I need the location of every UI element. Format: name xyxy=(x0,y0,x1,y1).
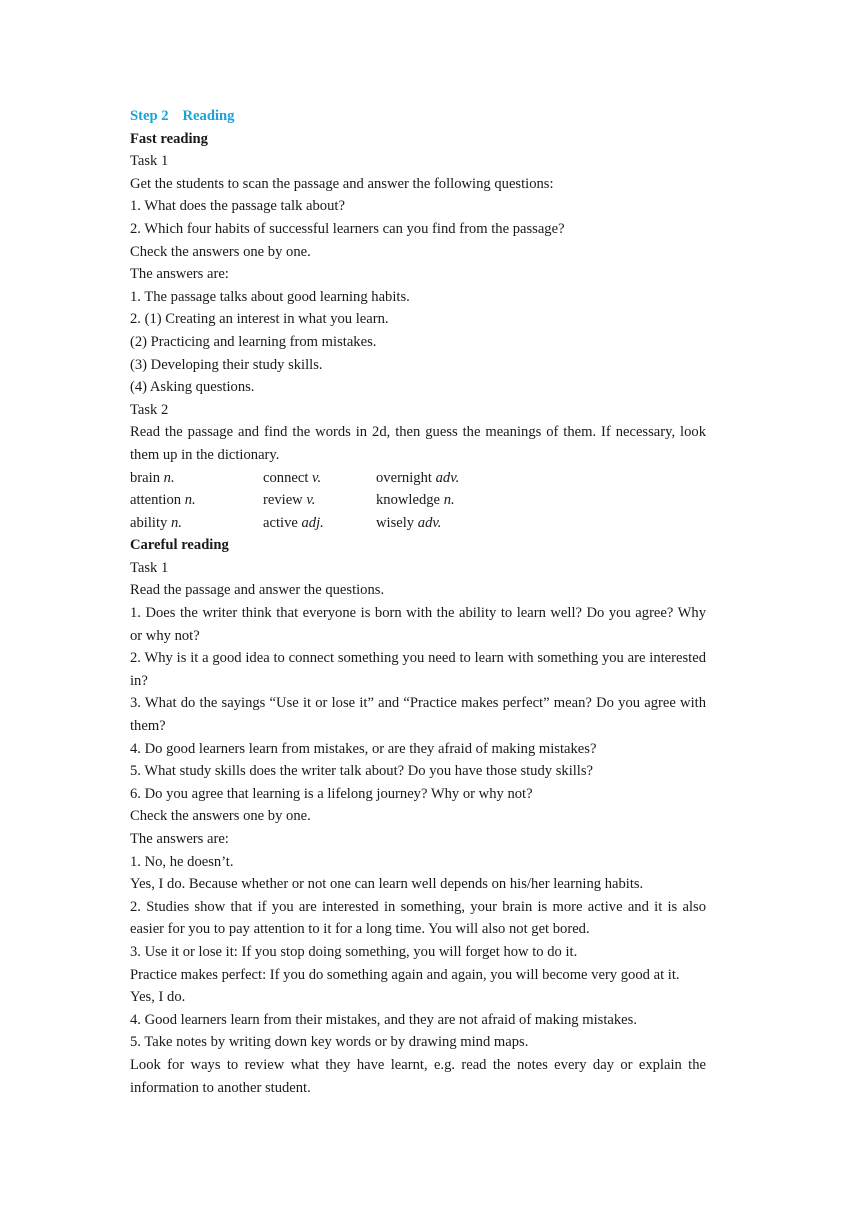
step-heading xyxy=(130,105,706,128)
careful-reading-heading: Careful reading xyxy=(130,537,229,554)
task-label: Task 2 xyxy=(130,401,169,418)
vocab-pos: v. xyxy=(312,469,322,486)
vocab-pos: adv. xyxy=(417,514,442,531)
answer: 3. Use it or lose it: If you stop doing something, you will forget how to do it. xyxy=(130,943,578,960)
vocab-item xyxy=(263,489,376,512)
step-number: Step 2 xyxy=(130,108,169,124)
vocab-row xyxy=(130,489,706,512)
vocab-pos: n. xyxy=(170,514,182,531)
task-label: Task 1 xyxy=(130,153,169,170)
question: 6. Do you agree that learning is a lifelong journey? Why or why not? xyxy=(130,785,533,802)
answer: Practice makes perfect: If you do something again and again, you will become very good at it. xyxy=(130,966,680,983)
fast-reading-heading: Fast reading xyxy=(130,130,208,147)
vocab-word: attention xyxy=(130,492,182,509)
vocab-row xyxy=(130,467,706,490)
vocab-word: ability xyxy=(130,514,168,531)
vocab-pos: n. xyxy=(163,469,175,486)
vocab-pos: v. xyxy=(306,492,316,509)
answer: Look for ways to review what they have learnt, e.g. read the notes every day or explain the information to another student. xyxy=(130,1056,706,1096)
vocab-word: review xyxy=(263,492,303,509)
answer: 1. The passage talks about good learning habits. xyxy=(130,288,410,305)
vocab-word: connect xyxy=(263,469,309,486)
vocab-item xyxy=(130,489,263,512)
vocab-pos: n. xyxy=(443,492,455,509)
task-instruction: Get the students to scan the passage and answer the following questions: xyxy=(130,175,554,192)
task-label: Task 1 xyxy=(130,559,169,576)
vocab-item xyxy=(263,467,376,490)
answer: 4. Good learners learn from their mistakes, and they are not afraid of making mistakes. xyxy=(130,1011,637,1028)
question: 1. Does the writer think that everyone is born with the ability to learn well? Do you agree? Why or why not? xyxy=(130,605,706,644)
vocab-item xyxy=(130,512,263,535)
answer: Yes, I do. Because whether or not one can learn well depends on his/her learning habits. xyxy=(130,876,644,893)
vocab-item xyxy=(263,512,376,535)
step-title: Reading xyxy=(182,108,235,124)
answer: (4) Asking questions. xyxy=(130,379,255,396)
answers-intro: The answers are: xyxy=(130,831,229,847)
vocab-pos: adj. xyxy=(301,514,324,531)
vocab-item xyxy=(130,467,263,490)
answer: 5. Take notes by writing down key words or by drawing mind maps. xyxy=(130,1034,529,1051)
question: 2. Which four habits of successful learners can you find from the passage? xyxy=(130,220,565,237)
answer: 2. (1) Creating an interest in what you learn. xyxy=(130,311,389,328)
task-instruction: Read the passage and find the words in 2d, then guess the meanings of them. If necessary, look them up in the dictionary. xyxy=(130,424,706,463)
vocab-pos: adv. xyxy=(435,469,460,486)
answer: 1. No, he doesn’t. xyxy=(130,853,234,870)
vocab-pos: n. xyxy=(184,492,196,509)
vocab-word: brain xyxy=(130,469,160,486)
answer: (3) Developing their study skills. xyxy=(130,356,323,373)
vocab-word: overnight xyxy=(376,469,432,486)
question: 5. What study skills does the writer talk about? Do you have those study skills? xyxy=(130,763,594,780)
vocab-item xyxy=(376,467,706,490)
answers-intro: The answers are: xyxy=(130,266,229,283)
check-instruction: Check the answers one by one. xyxy=(130,243,311,260)
vocab-word: knowledge xyxy=(376,492,441,509)
vocab-row xyxy=(130,512,706,535)
vocab-item xyxy=(376,489,706,512)
vocab-word: active xyxy=(263,514,298,531)
question: 1. What does the passage talk about? xyxy=(130,198,345,215)
answer: 2. Studies show that if you are interested in something, your brain is more active and it is also easier for you to pay attention to it for a long time. You will also not get bored. xyxy=(130,898,706,938)
question: 2. Why is it a good idea to connect something you need to learn with something you are interested in? xyxy=(130,650,706,689)
document-page xyxy=(130,105,706,1099)
vocab-item xyxy=(376,512,706,535)
task-instruction: Read the passage and answer the questions. xyxy=(130,582,385,599)
answer: (2) Practicing and learning from mistakes. xyxy=(130,333,377,350)
question: 4. Do good learners learn from mistakes, or are they afraid of making mistakes? xyxy=(130,740,597,757)
answer: Yes, I do. xyxy=(130,989,186,1006)
question: 3. What do the sayings “Use it or lose it” and “Practice makes perfect” mean? Do you agree with them? xyxy=(130,695,706,735)
vocab-word: wisely xyxy=(376,514,415,531)
check-instruction: Check the answers one by one. xyxy=(130,808,311,825)
